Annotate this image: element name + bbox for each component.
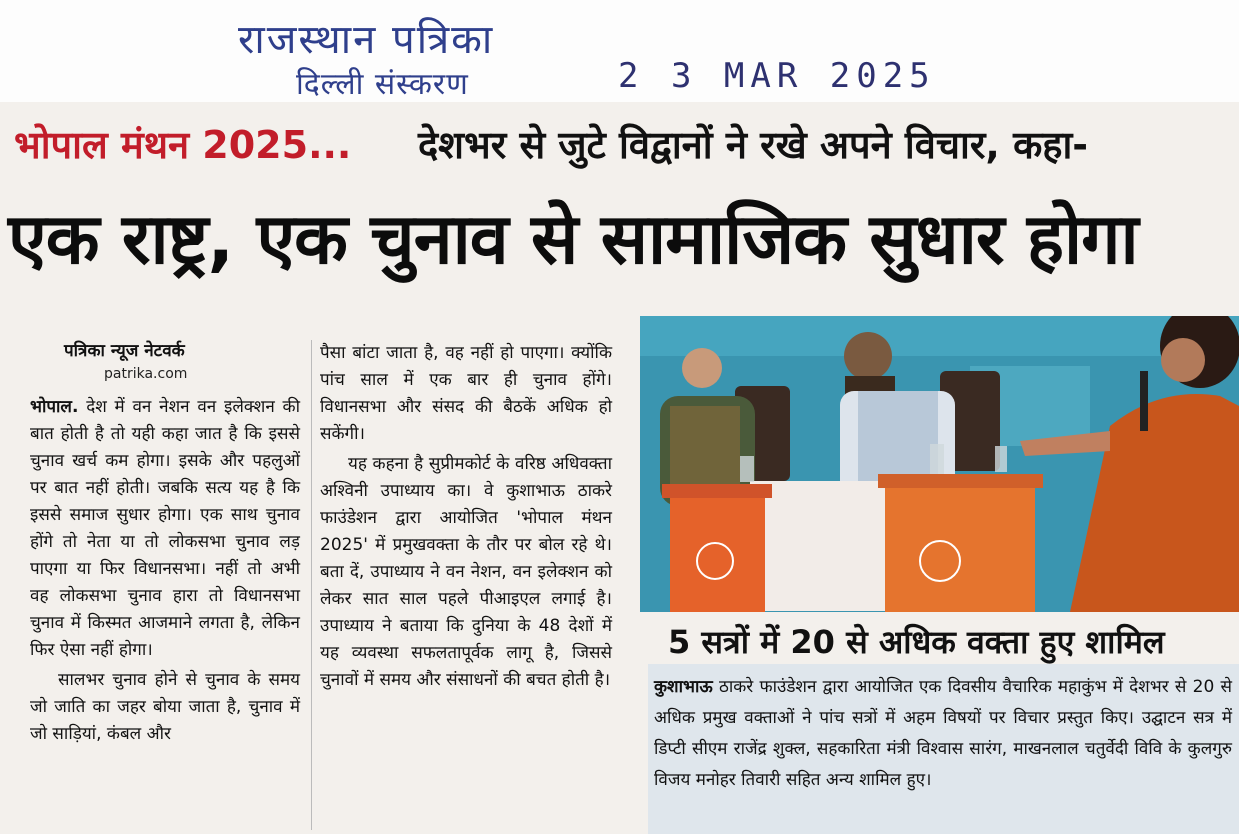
paragraph: यह कहना है सुप्रीमकोर्ट के वरिष्ठ अधिवक्ता अश्विनी उपाध्याय का। वे कुशाभाऊ ठाकरे फाउंडेशन द्वारा आयोजित 'भोपाल मंथन 2025' में प्रमुखवक्ता के तौर पर बोल रहे थे। बता दें, उपाध्याय ने वन नेशन, वन इलेक्शन को लेकर सात साल पहले पीआइएल लगाई है। उपाध्याय ने बताया कि दुनिया के 48 देशों में यह व्यवस्था सफलतापूर्वक लागू है, जिससे चुनावों में समय और संसाधनों की बचत होती है।	[320, 454, 612, 690]
paragraph: पैसा बांटा जाता है, वह नहीं हो पाएगा। क्योंकि पांच साल में एक बार ही चुनाव होंगे। विधानसभा और संसद की बैठकें अधिक हो सकेंगी।	[320, 343, 612, 444]
photo-illustration	[640, 316, 1239, 612]
caption-title: 5 सत्रों में 20 से अधिक वक्ता हुए शामिल	[668, 623, 1165, 661]
headline: एक राष्ट्र, एक चुनाव से सामाजिक सुधार होगा	[8, 198, 1138, 280]
stamp-area	[0, 0, 1239, 102]
caption-lead: कुशाभाऊ	[654, 677, 713, 697]
paragraph-text: देश में वन नेशन वन इलेक्शन की बात होती है तो यही कहा जात है कि इससे चुनाव खर्च कम होगा। इसके और पहलुओं पर बात नहीं होती। जबकि सत्य यह है कि इससे समाज सुधार होगा। एक साथ चुनाव होंगे तो नेता या तो लोकसभा चुनाव लड़ पाएगा या फिर विधानसभा। नहीं तो अभी वह लोकसभा चुनाव हारा तो विधानसभा चुनाव में किस्मत आजमाने लगता है, लेकिन फिर ऐसा नहीं होगा।	[30, 397, 301, 660]
article-column-1	[30, 394, 300, 748]
kicker-red: भोपाल मंथन 2025...	[14, 123, 352, 167]
paragraph: सालभर चुनाव होने से चुनाव के समय जो जाति का जहर बोया जाता है, चुनाव में जो साड़ियां, कंबल और	[30, 670, 300, 744]
byline-url: patrika.com	[104, 366, 188, 382]
article-column-2	[320, 340, 612, 694]
caption-text	[654, 672, 1232, 796]
paragraph	[30, 394, 300, 664]
newspaper-stamp: राजस्थान पत्रिका	[238, 17, 495, 63]
edition-stamp: दिल्ली संस्करण	[296, 67, 469, 102]
date-stamp: 2 3 MAR 2025	[618, 56, 936, 96]
caption-body: ठाकरे फाउंडेशन द्वारा आयोजित एक दिवसीय वैचारिक महाकुंभ में देशभर से 20 से अधिक प्रमुख वक्ताओं ने पांच सत्रों में अहम विषयों पर विचार प्रस्तुत किए। उद्घाटन सत्र में डिप्टी सीएम राजेंद्र शुक्ल, सहकारिता मंत्री विश्वास सारंग, माखनलाल चतुर्वेदी विवि के कुलगुरु विजय मनोहर तिवारी सहित अन्य शामिल हुए।	[654, 677, 1232, 790]
byline: पत्रिका न्यूज नेटवर्क	[64, 341, 185, 361]
kicker-text: देशभर से जुटे विद्वानों ने रखे अपने विचार, कहा-	[418, 123, 1089, 167]
column-divider	[311, 340, 312, 830]
panel-discussion-photo	[640, 316, 1239, 612]
dateline: भोपाल.	[30, 397, 79, 417]
